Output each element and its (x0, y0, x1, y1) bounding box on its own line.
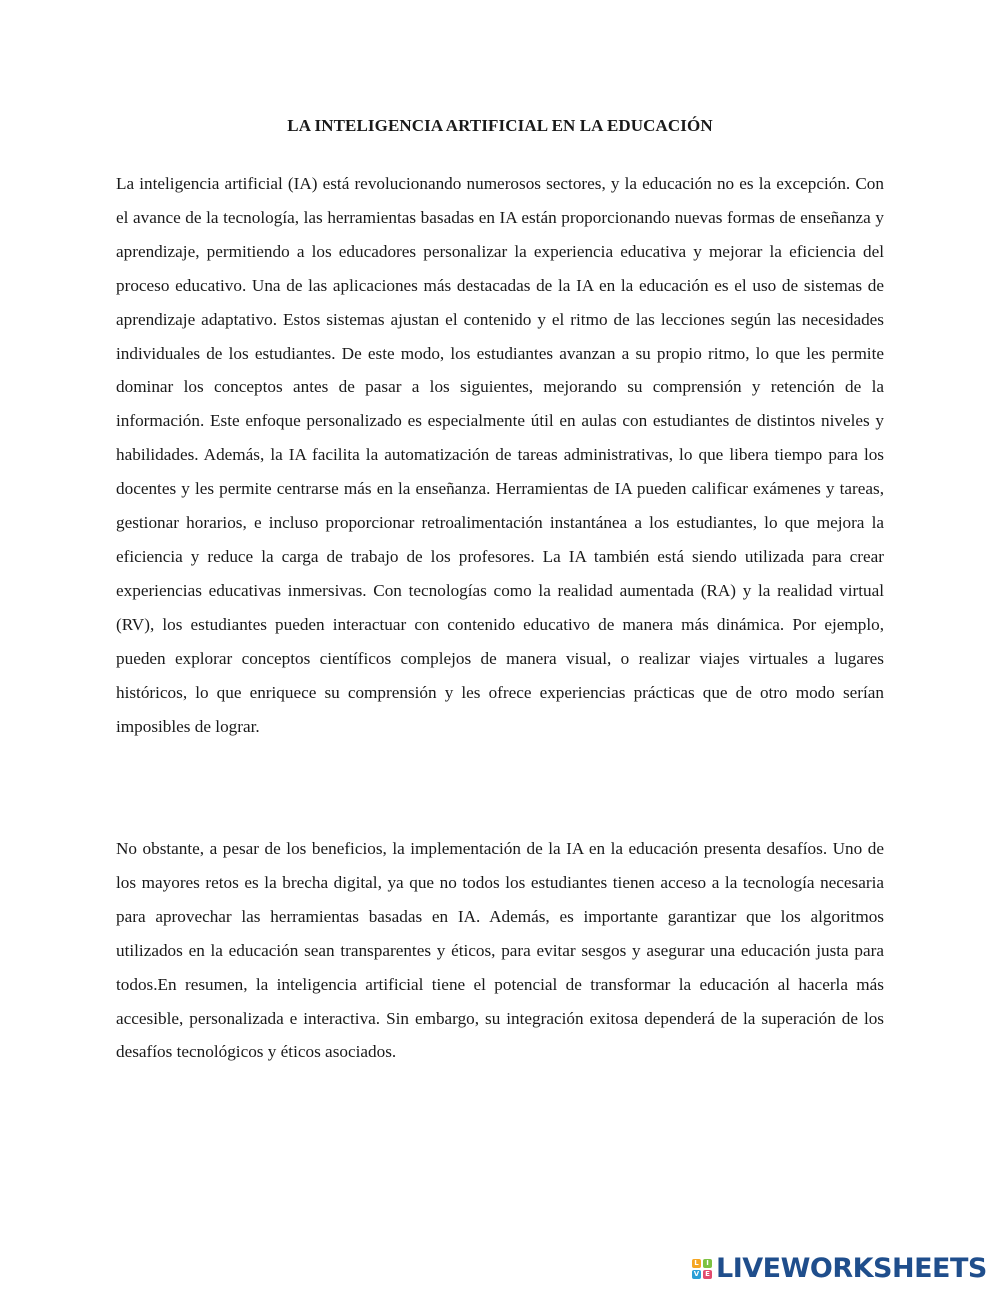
mark-letter: V (693, 1270, 700, 1278)
mark-letter: E (703, 1270, 712, 1279)
page-title: LA INTELIGENCIA ARTIFICIAL EN LA EDUCACIÓN (287, 116, 713, 135)
paragraph-conclusion: No obstante, a pesar de los beneficios, la implementación de la IA en la educación presenta desafíos. Uno de los mayores retos es la brecha digital, ya que no todos los estudiantes tienen acceso a la tecnología necesaria para aprovechar las herramientas basadas en IA. Además, es importante garantizar que los algoritmos utilizados en la educación sean transparentes y éticos, para evitar sesgos y asegurar una educación justa para todos.En resumen, la inteligencia artificial tiene el potencial de transformar la educación al hacerla más accesible, personalizada e interactiva. Sin embargo, su integración exitosa dependerá de la superación de los desafíos tecnológicos y éticos asociados. (116, 839, 884, 1062)
mark-letter: I (703, 1259, 712, 1268)
liveworksheets-mark-icon (692, 1259, 712, 1279)
logo-wordmark: LIVEWORKSHEETS (716, 1253, 987, 1284)
liveworksheets-logo (692, 1254, 987, 1284)
mark-letter: L (692, 1259, 701, 1268)
paragraph-intro: La inteligencia artificial (IA) está revolucionando numerosos sectores, y la educación no es la excepción. Con el avance de la tecnología, las herramientas basadas en IA están proporcionando nuevas formas de enseñanza y aprendizaje, permitiendo a los educadores personalizar la experiencia educativa y mejorar la eficiencia del proceso educativo. Una de las aplicaciones más destacadas de la IA en la educación es el uso de sistemas de aprendizaje adaptativo. Estos sistemas ajustan el contenido y el ritmo de las lecciones según las necesidades individuales de los estudiantes. De este modo, los estudiantes avanzan a su propio ritmo, lo que les permite dominar los conceptos antes de pasar a los siguientes, mejorando su comprensión y retención de la información. Este enfoque personalizado es especialmente útil en aulas con estudiantes de distintos niveles y habilidades. Además, la IA facilita la automatización de tareas administrativas, lo que libera tiempo para los docentes y les permite centrarse más en la enseñanza. Herramientas de IA pueden calificar exámenes y tareas, gestionar horarios, e incluso proporcionar retroalimentación instantánea a los estudiantes, lo que mejora la eficiencia y reduce la carga de trabajo de los profesores. La IA también está siendo utilizada para crear experiencias educativas inmersivas. Con tecnologías como la realidad aumentada (RA) y la realidad virtual (RV), los estudiantes pueden interactuar con contenido educativo de manera más dinámica. Por ejemplo, pueden explorar conceptos científicos complejos de manera visual, o realizar viajes virtuales a lugares históricos, lo que enriquece su comprensión y les ofrece experiencias prácticas que de otro modo serían imposibles de lograr. (116, 174, 884, 736)
